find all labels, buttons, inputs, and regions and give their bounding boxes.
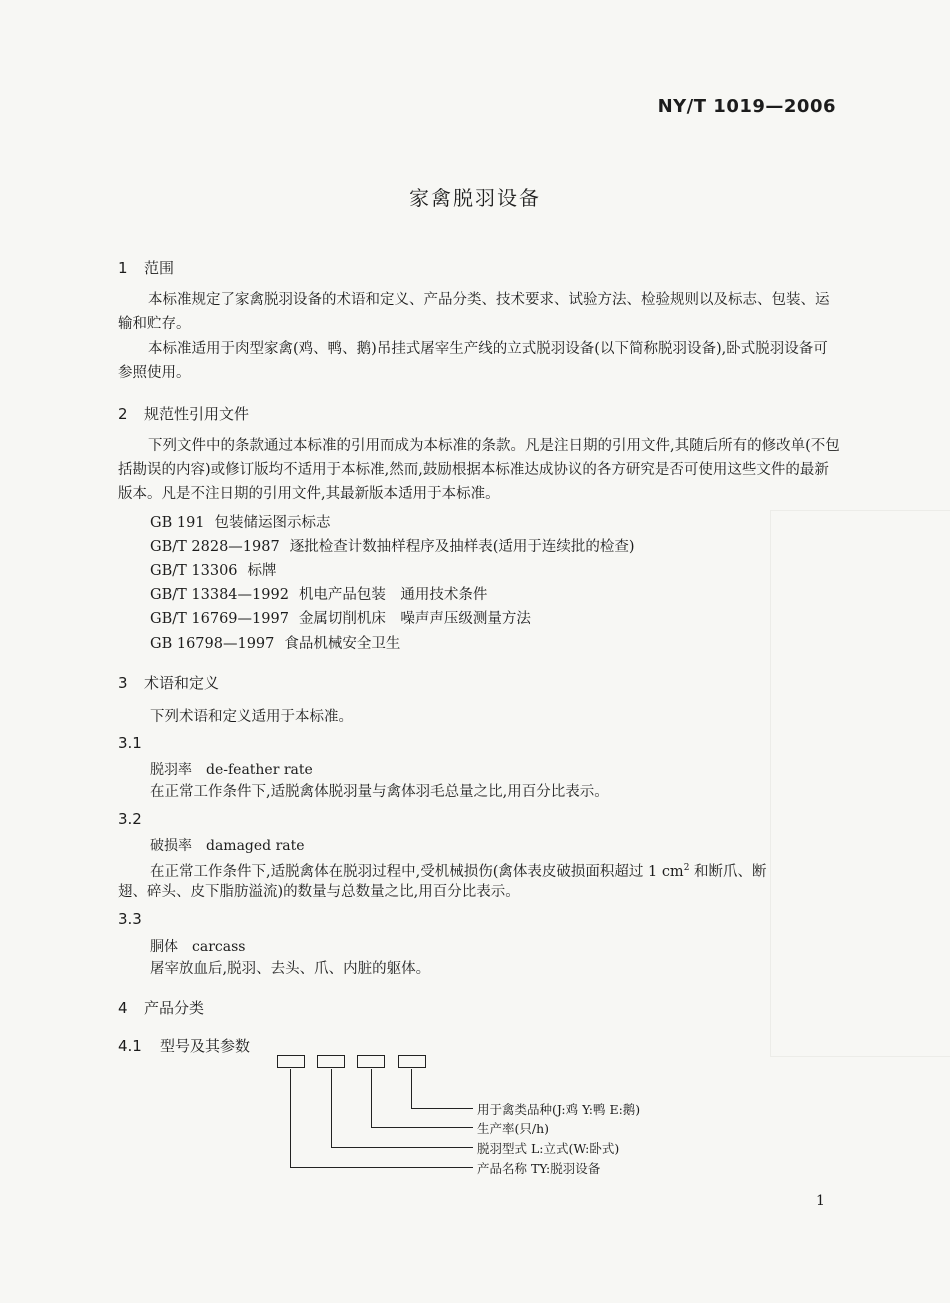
term-definition: 在正常工作条件下,适脱禽体脱羽量与禽体羽毛总量之比,用百分比表示。 <box>150 784 609 800</box>
standard-number: NY/T 1019—2006 <box>657 96 836 117</box>
section-4-heading: 4 产品分类 <box>118 999 205 1017</box>
term-title: 脱羽率 de-feather rate <box>150 762 313 778</box>
leader-line <box>290 1167 473 1168</box>
term-title: 胴体 carcass <box>150 939 246 955</box>
designation-box-product-name <box>277 1055 305 1068</box>
reference-item: GB 16798—1997 食品机械安全卫生 <box>150 636 401 652</box>
leader-line <box>371 1069 372 1127</box>
term-number: 3.2 <box>118 810 142 828</box>
page-number: 1 <box>816 1193 825 1209</box>
leader-line <box>331 1069 332 1147</box>
designation-label-species: 用于禽类品种(J:鸡 Y:鸭 E:鹅) <box>477 1102 641 1117</box>
reference-item: GB/T 2828—1987 逐批检查计数抽样程序及抽样表(适用于连续批的检查) <box>150 539 635 555</box>
term-number: 3.3 <box>118 910 142 928</box>
reference-item: GB/T 13384—1992 机电产品包装 通用技术条件 <box>150 587 488 603</box>
term-title: 破损率 damaged rate <box>150 838 305 854</box>
designation-label-rate: 生产率(只/h) <box>477 1121 550 1136</box>
reference-item: GB/T 13306 标牌 <box>150 563 277 579</box>
leader-line <box>290 1069 291 1167</box>
leader-line <box>411 1069 412 1108</box>
leader-line <box>331 1147 473 1148</box>
section-1-heading: 1 范围 <box>118 259 175 277</box>
section-1-paragraph-2: 本标准适用于肉型家禽(鸡、鸭、鹅)吊挂式屠宰生产线的立式脱羽设备(以下简称脱羽设备),卧式脱羽设备可参照使用。 <box>118 341 828 381</box>
term-number: 3.1 <box>118 734 142 752</box>
designation-label-product-name: 产品名称 TY:脱羽设备 <box>477 1161 601 1176</box>
term-definition-continued: 翅、碎头、皮下脂肪溢流)的数量与总数量之比,用百分比表示。 <box>118 884 520 900</box>
document-title: 家禽脱羽设备 <box>409 186 541 210</box>
leader-line <box>371 1127 473 1128</box>
reference-item: GB 191 包装储运图示标志 <box>150 515 331 531</box>
designation-box-type <box>317 1055 345 1068</box>
designation-box-rate <box>357 1055 385 1068</box>
term-definition: 在正常工作条件下,适脱禽体在脱羽过程中,受机械损伤(禽体表皮破损面积超过 1 $cm^2$ 和断爪、断 <box>150 863 767 880</box>
designation-label-type: 脱羽型式 L:立式(W:卧式) <box>477 1141 620 1156</box>
section-2-intro: 下列文件中的条款通过本标准的引用而成为本标准的条款。凡是注日期的引用文件,其随后所有的修改单(不包括勘误的内容)或修订版均不适用于本标准,然而,鼓励根据本标准达成协议的各方研究是否可使用这些文件的最新版本。凡是不注日期的引用文件,其最新版本适用于本标准。 <box>118 438 840 502</box>
designation-box-species <box>398 1055 426 1068</box>
section-3-heading: 3 术语和定义 <box>118 674 220 692</box>
term-definition: 屠宰放血后,脱羽、去头、爪、内脏的躯体。 <box>150 961 431 977</box>
leader-line <box>411 1108 473 1109</box>
section-3-intro: 下列术语和定义适用于本标准。 <box>150 709 353 725</box>
reference-item: GB/T 16769—1997 金属切削机床 噪声声压级测量方法 <box>150 611 531 627</box>
section-1-paragraph-1: 本标准规定了家禽脱羽设备的术语和定义、产品分类、技术要求、试验方法、检验规则以及标志、包装、运输和贮存。 <box>118 292 830 332</box>
subsection-4-1-heading: 4.1 型号及其参数 <box>118 1037 251 1055</box>
section-2-heading: 2 规范性引用文件 <box>118 405 250 423</box>
